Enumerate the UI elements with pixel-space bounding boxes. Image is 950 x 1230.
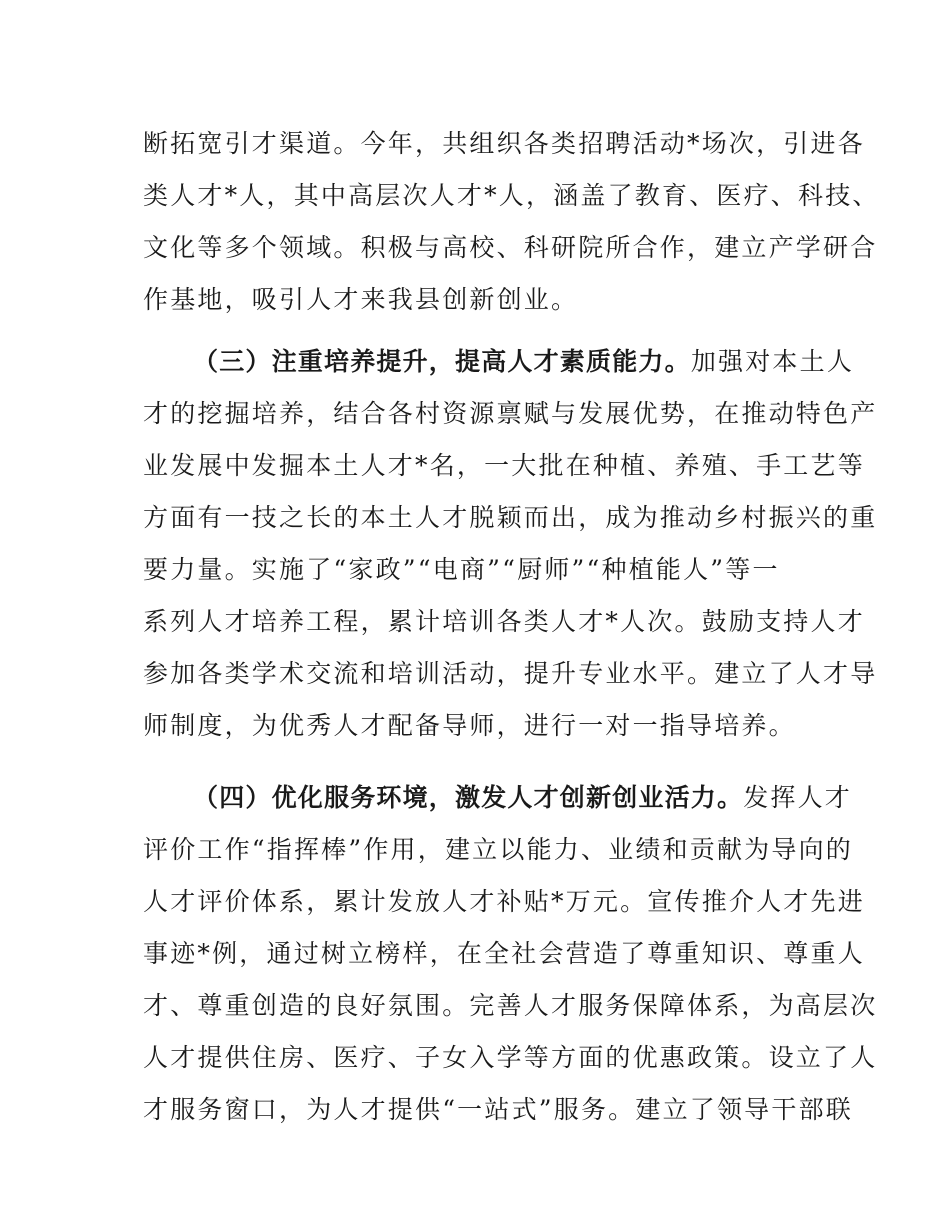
paragraph-line: 师制度，为优秀人才配备导师，进行一对一指导培养。: [143, 711, 796, 740]
paragraph-line: 断拓宽引才渠道。今年，共组织各类招聘活动*场次，引进各: [143, 129, 865, 158]
paragraph-recruitment: [143, 118, 880, 326]
section-heading-3: （三）注重培养提升，提高人才素质能力。: [193, 347, 691, 376]
paragraph-line: 人才评价体系，累计发放人才补贴*万元。宣传推介人才先进: [143, 887, 865, 916]
paragraph-line: 事迹*例，通过树立榜样，在全社会营造了尊重知识、尊重人: [143, 939, 865, 968]
paragraph-first-line: [143, 772, 853, 824]
heading-line-rest: 发挥人才: [743, 783, 853, 812]
heading-line-rest: 加强对本土人: [690, 347, 855, 376]
paragraph-line: 文化等多个领域。积极与高校、科研院所合作，建立产学研合: [143, 233, 878, 262]
paragraph-service: [143, 772, 878, 1136]
paragraph-training: [143, 336, 878, 752]
section-heading-4: （四）优化服务环境，激发人才创新创业活力。: [193, 783, 744, 812]
paragraph-line: 评价工作“指挥棒”作用，建立以能力、业绩和贡献为导向的: [143, 835, 853, 864]
paragraph-line: 要力量。实施了“家政”“电商”“厨师”“种植能人”等一: [143, 555, 780, 584]
paragraph-line: 系列人才培养工程，累计培训各类人才*人次。鼓励支持人才: [143, 607, 865, 636]
paragraph-line: 人才提供住房、医疗、子女入学等方面的优惠政策。设立了人: [143, 1043, 878, 1072]
paragraph-line: 业发展中发掘本土人才*名，一大批在种植、养殖、手工艺等: [143, 451, 865, 480]
paragraph-first-line: [143, 336, 855, 388]
paragraph-line: 方面有一技之长的本土人才脱颖而出，成为推动乡村振兴的重: [143, 503, 878, 532]
paragraph-line: 类人才*人，其中高层次人才*人，涵盖了教育、医疗、科技、: [143, 181, 880, 210]
paragraph-line: 才服务窗口，为人才提供“一站式”服务。建立了领导干部联: [143, 1095, 853, 1124]
paragraph-line: 作基地，吸引人才来我县创新创业。: [143, 285, 579, 314]
paragraph-line: 才、尊重创造的良好氛围。完善人才服务保障体系，为高层次: [143, 991, 878, 1020]
paragraph-line: 才的挖掘培养，结合各村资源禀赋与发展优势，在推动特色产: [143, 399, 878, 428]
paragraph-line: 参加各类学术交流和培训活动，提升专业水平。建立了人才导: [143, 659, 878, 688]
